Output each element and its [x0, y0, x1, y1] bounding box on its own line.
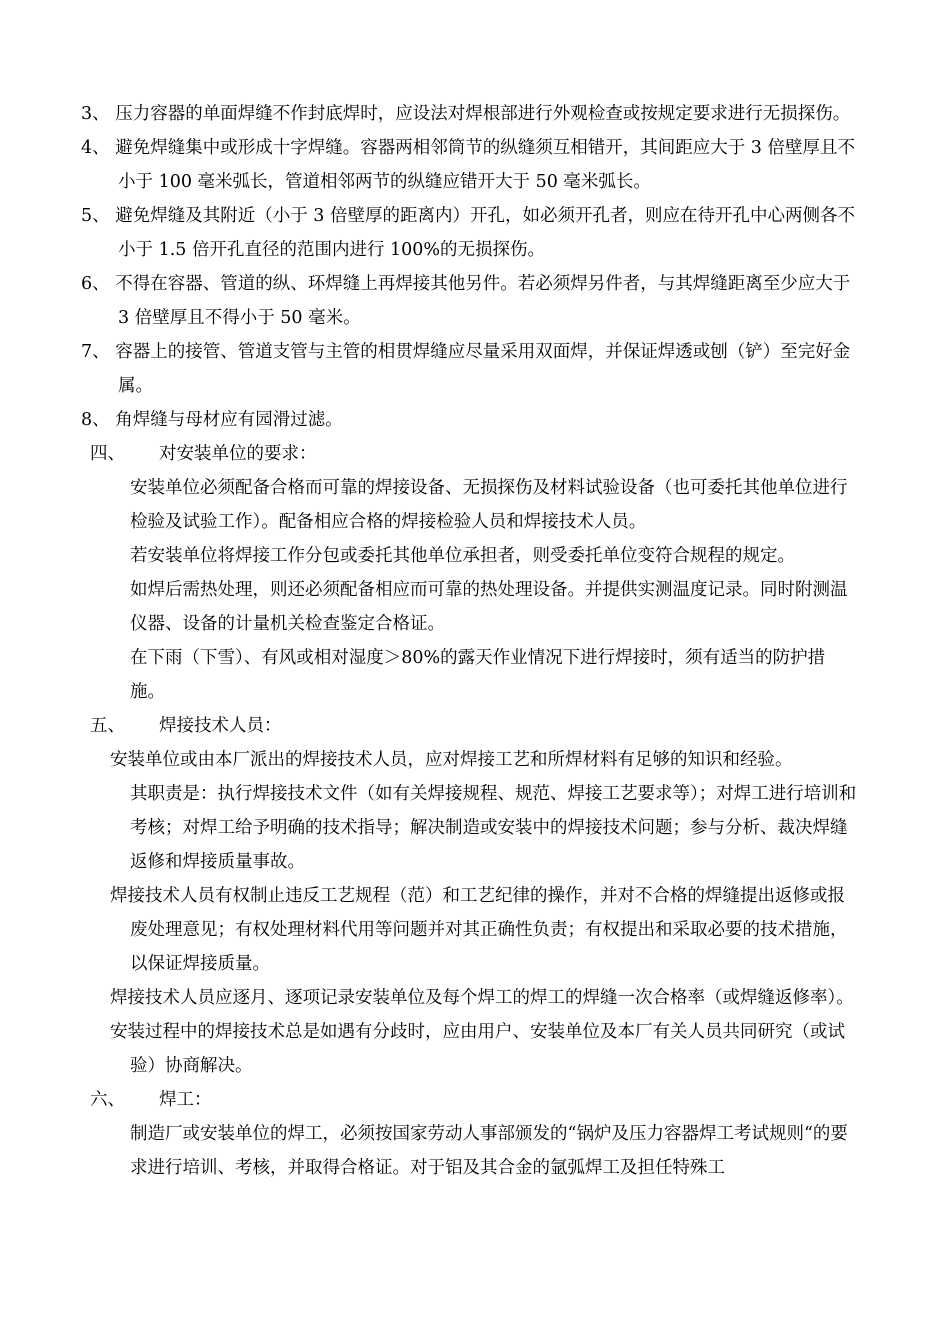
section5-paragraph-2: 其职责是：执行焊接技术文件（如有关焊接规程、规范、焊接工艺要求等）；对焊工进行培训和考核；对焊工给予明确的技术指导；解决制造或安装中的焊接技术问题；参与分析、裁决焊缝返修和焊接质量事故。 [130, 784, 857, 872]
section5-paragraph-5: 安装过程中的焊接技术总是如遇有分歧时，应由用户、安装单位及本厂有关人员共同研究（或试验）协商解决。 [110, 1022, 845, 1076]
section6-paragraph-1: 制造厂或安装单位的焊工，必须按国家劳动人事部颁发的“锅炉及压力容器焊工考试规则“的要求进行培训、考核，并取得合格证。对于铝及其合金的氩弧焊工及担任特殊工 [130, 1124, 848, 1178]
section4-paragraph-3: 如焊后需热处理，则还必须配备相应而可靠的热处理设备。并提供实测温度记录。同时附测温仪器、设备的计量机关检查鉴定合格证。 [130, 580, 848, 634]
section4-paragraph-2: 若安装单位将焊接工作分包或委托其他单位承担者，则受委托单位变符合规程的规定。 [130, 546, 795, 566]
section4-paragraph-1: 安装单位必须配备合格而可靠的焊接设备、无损探伤及材料试验设备（也可委托其他单位进行检验及试验工作）。配备相应合格的焊接检验人员和焊接技术人员。 [130, 478, 848, 532]
section-heading-6: 六、 焊工： [90, 1090, 212, 1110]
list-item-3: 3、 压力容器的单面焊缝不作封底焊时，应设法对焊根部进行外观检查或按规定要求进行无损探伤。 [81, 104, 851, 124]
list-item-5: 5、 避免焊缝及其附近（小于 3 倍壁厚的距离内）开孔，如必须开孔者，则应在待开孔中心两侧各不小于 1.5 倍开孔直径的范围内进行 100%的无损探伤。 [81, 206, 855, 260]
list-item-4: 4、 避免焊缝集中或形成十字焊缝。容器两相邻筒节的纵缝须互相错开，其间距应大于 3 倍壁厚且不小于 100 毫米弧长，管道相邻两节的纵缝应错开大于 50 毫米弧长。 [81, 138, 855, 192]
section5-paragraph-3: 焊接技术人员有权制止违反工艺规程（范）和工艺纪律的操作，并对不合格的焊缝提出返修或报废处理意见；有权处理材料代用等问题并对其正确性负责；有权提出和采取必要的技术措施，以保证焊接质量。 [110, 886, 848, 974]
list-item-6: 6、 不得在容器、管道的纵、环焊缝上再焊接其他另件。若必须焊另件者，与其焊缝距离至少应大于 3 倍壁厚且不得小于 50 毫米。 [81, 274, 851, 328]
list-item-8: 8、 角焊缝与母材应有园滑过滤。 [81, 410, 343, 430]
section-heading-4: 四、 对安装单位的要求： [90, 444, 317, 464]
section5-paragraph-1: 安装单位或由本厂派出的焊接技术人员，应对焊接工艺和所焊材料有足够的知识和经验。 [110, 750, 793, 770]
section4-paragraph-4: 在下雨（下雪）、有风或相对湿度＞80%的露天作业情况下进行焊接时，须有适当的防护措施。 [130, 648, 826, 702]
section-heading-5: 五、 焊接技术人员： [90, 716, 282, 736]
list-item-7: 7、 容器上的接管、管道支管与主管的相贯焊缝应尽量采用双面焊，并保证焊透或刨（铲）至完好金属。 [81, 342, 851, 396]
section5-paragraph-4: 焊接技术人员应逐月、逐项记录安装单位及每个焊工的焊工的焊缝一次合格率（或焊缝返修率）。 [110, 988, 854, 1008]
